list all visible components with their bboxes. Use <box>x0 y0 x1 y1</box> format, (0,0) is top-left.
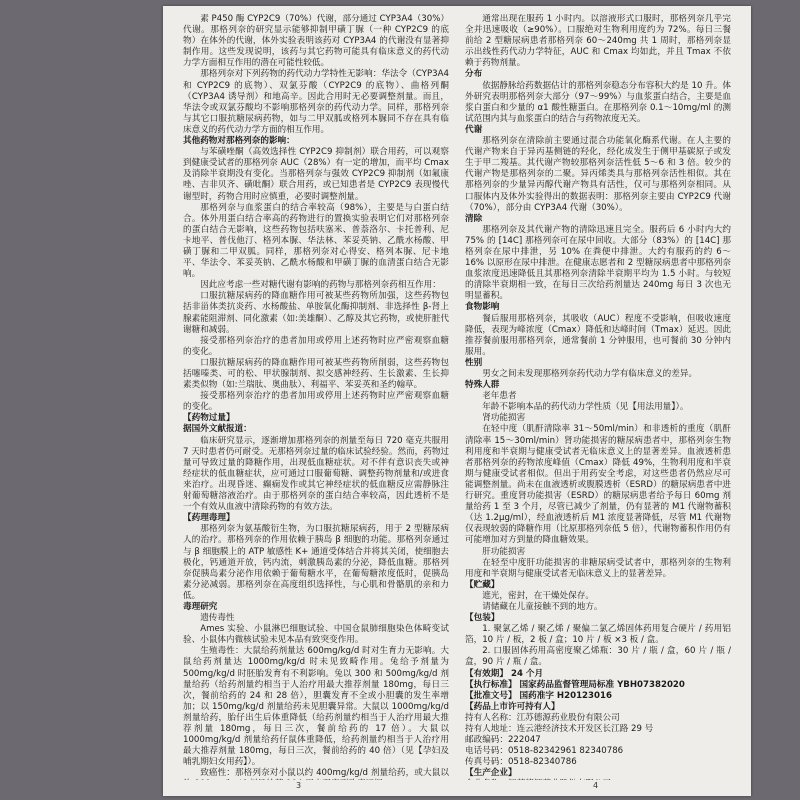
subheading: 据国外文献报道： <box>183 424 252 435</box>
info-line: 传真号码：0518-82340786 <box>465 757 577 768</box>
subheading: 性别 <box>465 357 483 368</box>
paragraph: 那格列奈与血浆蛋白的结合率较高（98%），主要是与白蛋白结合。体外用蛋白结合率高的药物进行的置换实验表明它们对那格列奈的蛋白结合无影响，这些药物包括呋塞米、普萘洛尔、卡托普利、尼卡地平、普伐他汀、格列本脲、华法林、苯妥英钠、乙酰水杨酸、甲磺丁脲和二甲双胍。同样，那格列奈对心得安、格列本脲、尼卡地平、华法令、苯妥英钠、乙酰水杨酸和甲磺丁脲的血清蛋白结合无影响。 <box>183 202 449 280</box>
section-heading: 【包装】 <box>465 613 500 624</box>
info-line: 电话号码：0518-82342961 82340786 <box>465 746 624 757</box>
paragraph: 致癌性：那格列奈对小鼠以约 400mg/kg/d 剂量给药，或大鼠以 <box>200 768 449 779</box>
subheading: 其他药物对那格列奈的影响： <box>183 136 295 147</box>
right-column <box>465 14 731 780</box>
subheading: 分布 <box>465 69 483 80</box>
subheading: 毒理研究 <box>183 601 218 612</box>
section-heading: 【药品上市许可持有人】 <box>465 701 560 712</box>
subheading: 代谢 <box>465 124 483 135</box>
paragraph: 肾功能损害 <box>482 413 526 424</box>
subheading: 特殊人群 <box>465 380 500 391</box>
paragraph: 男女之间未发现那格列奈药代动力学有临床意义的差异。 <box>482 369 698 379</box>
paragraph: 那格列奈为氨基酸衍生物，为口服抗糖尿病药，用于 2 型糖尿病人的治疗。那格列奈的作用依赖于胰岛 β 细胞的功能。那格列奈通过与 β 细胞膜上的 ATP 敏感性 K+ 通道受体结合并将其关闭，使细胞去极化，钙通道开放，钙内流，刺激胰岛素的分泌，降低血糖。那格列奈促胰岛素分泌作用依赖于葡萄糖水平，在葡萄糖浓度低时，促胰岛素分泌减弱。那格列奈在高度组织选择性，与心肌和骨骼肌的亲和力低。 <box>183 524 449 601</box>
paragraph: 餐后服用那格列奈，其吸收（AUC）程度不受影响，但吸收速度降低，表现为峰浓度（Cmax）降低和达峰时间（Tmax）延迟。因此推荐餐前服用那格列奈，通常餐前 1 分钟服用，也可餐前 30 分钟内服用。 <box>465 313 731 357</box>
paragraph: 口服抗糖尿病药的降血糖作用可被某些药物所削弱，这些药物包括噻嗪类、可的松、甲状腺制剂、拟交感神经药、生长激素、生长抑素类似物（如:兰瑞肽、奥曲肽）、利福平、苯妥英和圣约翰草。 <box>183 357 449 391</box>
paragraph: Ames 实验、小鼠淋巴细胞试验、中国仓鼠肺细胞染色体畸变试验、小鼠体内微核试验未见本品有致突变作用。 <box>183 624 449 646</box>
paragraph: 请储藏在儿童接触不到的地方。 <box>482 601 603 612</box>
paragraph: 生殖毒性：大鼠给药剂量达 600mg/kg/d 时对生育力无影响。大鼠给药剂量达 1000mg/kg/d 时未见致畸作用。兔给予剂量为 500mg/kg/d 时胚胎发育有不利影响。兔以 300 和 500mg/kg/d 剂量给药（给药剂量约相当于人治疗用最大推荐剂量 180mg，每日三次，餐前给药的 24 和 28 倍），胆囊发育不全或小胆囊的发生率增加；以 150mg/kg/d 剂量给药未见胆囊异常。大鼠以 1000mg/kg/d 剂量给药，胎仔出生后体重降低（给药剂量约相当于人治疗用最大推荐剂量 180mg，每日三次，餐前给药的 17 倍）。大鼠以 1000mg/kg/d 剂量给药仔鼠体重降低，给药剂量约相当于人治疗用最大推荐剂量 180mg，每日三次，餐前给药的 40 倍）（见【孕妇及哺乳期妇女用药】）。 <box>183 646 449 768</box>
paragraph: 接受那格列奈治疗的患者加用或停用上述药物时应严密观察血糖的变化。 <box>183 391 449 413</box>
page-number-right: 4 <box>593 781 599 790</box>
paragraph: 遗传毒性 <box>200 613 235 624</box>
section-heading: 【药理毒理】 <box>183 513 235 524</box>
paragraph: 素 P450 酶 CYP2C9（70%）代谢，部分通过 CYP3A4（30%）代谢。那格列奈的研究显示能够抑制甲磺丁脲（一种 CYP2C9 的底物）在体外的代谢，体外实验表明该药对 CYP3A4 的代谢没有显著抑制作用。这些发现说明，该药与其它药物可能具有临床意义的药代动力学方面相互作用的潜在可能性较低。 <box>183 14 449 69</box>
section-heading: 【贮藏】 <box>465 579 500 590</box>
paragraph: 遮光，密封，在干燥处保存。 <box>482 590 594 601</box>
leaflet-sheet <box>163 6 751 796</box>
info-line <box>465 779 731 780</box>
info-line: 持有人地址：连云港经济技术开发区长江路 29 号 <box>465 724 654 734</box>
section-heading: 【生产企业】 <box>465 768 517 779</box>
section-heading: 【药物过量】 <box>183 413 235 424</box>
page-number-left: 3 <box>296 781 302 790</box>
subheading: 清除 <box>465 213 483 224</box>
section-heading: 【批准文号】 国药准字 H20123016 <box>465 690 612 701</box>
paragraph: 那格列奈对下列药物的药代动力学特性无影响：华法令（CYP3A4 和 CYP2C9 的底物）、双氯芬酸（CYP2C9 的底物）、曲格列酮（CYP3A4 诱导剂）和地高辛。因此合用时无必要调整剂量。而且，华法令或双氯芬酸均不影响那格列奈的药代动力学。同样，那格列奈与其它口服抗糖尿病药物，如与二甲双胍或格列本脲同不存在具有临床意义的药代动力学方面的相互作用。 <box>183 69 449 135</box>
subheading: 食物影响 <box>465 302 500 313</box>
paragraph: 在轻中度（肌酐清除率 31～50ml/min）和非透析的重度（肌酐清除率 15～30ml/min）肾功能损害的糖尿病患者中，那格列奈生物利用度和半衰期与健康受试者无临床意义上的显著差异。血液透析患者那格列奈的药物浓度峰值（Cmax）降低 49%，生物利用度和半衰期与健康受试者相似。但出于用药安全考虑，对这些患者仍然应尽可能调整剂量。尚未在血液透析或腹膜透析（ESRD）的糖尿病患者中进行研究。重度肾功能损害（ESRD）的糖尿病患者给予每日 60mg 剂量给药 1 至 3 个月，尽管已减少了剂量，仍有显著的 M1 代谢物蓄积（达 1.2μg/ml），经血液透析后 M1 浓度显著降低，尽管 M1 代谢物仅表现较弱的降糖作用（比原那格列奈低 5 倍），代谢物蓄积作用仍有可能增加对方到量的降血糖效果。 <box>465 424 731 546</box>
paragraph: 1. 聚氯乙烯 / 聚乙烯 / 聚偏二氯乙烯固体药用复合硬片 / 药用铝箔，10 片 / 板，2 板 / 盒；10 片 / 板 ×3 板 / 盒。 <box>465 624 731 646</box>
paragraph: 口服抗糖尿病药的降血糖作用可被某些药物所加强，这些药物包括非甾体类抗炎药、水杨酸盐、单胺氧化酶抑制剂、非选择性 β-肾上腺素能阻滞剂、同化激素（如:美雄酮）、乙醇及其它药物，或使肝脏代谢糖和减弱。 <box>183 291 449 335</box>
paragraph: 因此应考虑一些对糖代谢有影响的药物与那格列奈药相互作用： <box>200 280 441 291</box>
info-line: 持有人名称：江苏德源药业股份有限公司 <box>465 712 620 723</box>
paragraph: 临床研究显示，逐渐增加那格列奈的剂量至每日 720 毫克共服用 7 天时患者仍可耐受。无那格列奈过量的临床试验经验。然而，药物过量可导致过量的降糖作用，出现低血糖症状。对不伴有意识丧失或神经症状的低血糖症状，应可通过口服葡萄糖、调整药物剂量和/或进食来治疗。出现昏迷、癫痫发作或其它神经症状的低血糖反应需静脉注射葡萄糖溶液治疗。由于那格列奈的蛋白结合率较高，因此透析不是一个有效从血液中清除药物的有效方法。 <box>183 435 449 513</box>
paragraph: 在轻至中度肝功能损害的非糖尿病受试者中，那格列奈的生物利用度和半衰期与健康受试者无临床意义上的显著差异。 <box>465 557 731 579</box>
left-column <box>183 14 449 780</box>
paragraph: 通常出现在服药 1 小时内。以溶液形式口服时，那格列奈几乎完全并迅速吸收（≥90%）。口服绝对生物利用度约为 72%。每日三餐前给 2 型糖尿病患者那格列奈 60～240mg 共 1 周时，那格列奈显示出线性药代动力学特征，AUC 和 Cmax 均如此，并且 Tmax 不依赖于药物剂量。 <box>465 14 731 69</box>
paragraph: 年龄不影响本品的药代动力学性质（见【用法用量】）。 <box>482 402 689 413</box>
paragraph: 与苯磺唑酮（高效选择性 CYP2C9 抑制剂）联合用药，可以观察到健康受试者的那格列奈 AUC（28%）有一定的增加，而平均 Cmax 及消除半衰期没有变化。当那格列奈与强效 CYP2C9 抑制剂（如氟康唑、吉非贝齐、磺吡酮）联合用药，或已知患者是 CYP2C9 表现慢代谢型时，药物合用时应慎重，必要时调整剂量。 <box>183 147 449 202</box>
paragraph: 老年患者 <box>482 391 517 402</box>
paragraph: 2. 口服固体药用高密度聚乙烯瓶：30 片 / 瓶 / 盒，60 片 / 瓶 / 盒，90 片 / 瓶 / 盒。 <box>465 646 731 668</box>
paragraph: 接受那格列奈治疗的患者加用或停用上述药物时应严密观察血糖的变化。 <box>183 335 449 357</box>
section-heading: 【有效期】 24 个月 <box>465 668 544 679</box>
section-heading: 【执行标准】 国家药品监督管理局标准 YBH07382020 <box>465 679 685 690</box>
paragraph: 那格列奈在清除前主要通过混合功能氧化酶系代谢。在人主要的代谢产物来自于异丙基侧链的羟化，经化成发生于侧甲基碳原子或发生于甲二羧基。其代谢产物较那格列奈活性低 5～6 和 3 倍。较少的代谢产物是那格列奈的二聚。异丙烯类具与那格列奈活性相似。其在那格列奈的少量异丙醇代谢产物具有活性，仅可与那格列奈相同。从口服体内及体外实验得出的数据表明：那格列奈主要由 CYP2C9 代谢（70%），部分由 CYP3A4 代谢（30%）。 <box>465 136 731 213</box>
paragraph: 那格列奈及其代谢产物的清除迅速且完全。服药后 6 小时内大约 75% 的 [14C] 那格列奈可在尿中回收。大部分（83%）的 [14C] 那格列奈在尿中排泄，另 10% 在粪便中排泄。大约有服药的约 6～16% 以原形在尿中排泄。在健康志愿者和 2 型糖尿病患者中那格列奈血浆浓度迅速降低且其那格列奈清除半衰期平均为 1.5 小时。与较短的清除半衰期相一致，在每日三次给药剂量达 240mg 每日 3 次也无明显蓄积。 <box>465 224 731 302</box>
paragraph: 依据静脉给药数据估计的那格列奈稳态分布容积大约是 10 升。体外研究表明那格列奈大部分（97～99%）与血浆蛋白结合，主要是血浆白蛋白和少量的 α1 酸性糖蛋白。在那格列奈 0.1～10mg/ml 的测试范围内其与血浆蛋白的结合与药物浓度无关。 <box>465 80 731 124</box>
info-line: 邮政编码：222047 <box>465 735 541 746</box>
paragraph: 肝功能损害 <box>482 546 526 557</box>
